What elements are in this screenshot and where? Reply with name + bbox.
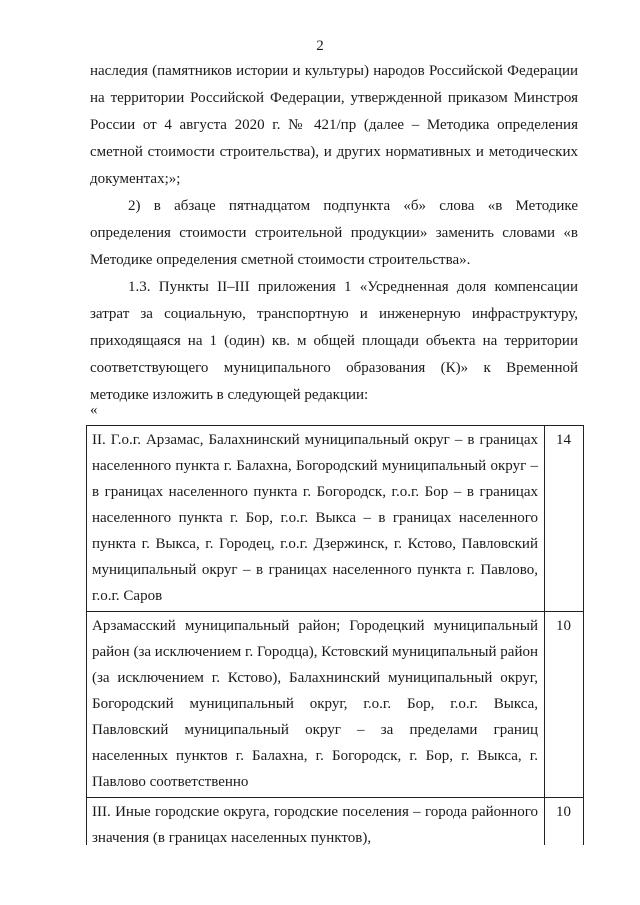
table-cell-value: 10 — [545, 798, 584, 846]
table-row — [87, 798, 583, 846]
paragraph-continuation: наследия (памятников истории и культуры) народов Российской Федерации на территории Российской Федерации, утвержденной приказом Минстроя России от 4 августа 2020 г. № 421/пр (далее – Методика определения сметной стоимости строительства), и других нормативных и методических документах;»; — [90, 63, 578, 187]
page-number: 2 — [316, 38, 324, 54]
body-text — [90, 58, 578, 409]
table-cell-value: 14 — [545, 426, 584, 612]
table-cell-value: 10 — [545, 612, 584, 798]
table-cell-description: III. Иные городские округа, городские поселения – города районного значения (в границах населенных пунктов), — [87, 798, 545, 846]
paragraph-amendment-2: 2) в абзаце пятнадцатом подпункта «б» слова «в Методике определения стоимости строительной продукции» заменить словами «в Методике определения сметной стоимости строительства». — [90, 198, 578, 268]
table-cell-description: Арзамасский муниципальный район; Городецкий муниципальный район (за исключением г. Городца), Кстовский муниципальный район (за исключением г. Кстово), Балахнинский муниципальный округ, Богородский муниципальный округ, г.о.г. Бор, г.о.г. Выкса, Павловский муниципальный округ – за пределами границ населенных пунктов г. Балахна, г. Богородск, г. Бор, г. Выкса, г. Павлово соответственно — [87, 612, 545, 798]
coefficient-table — [86, 425, 584, 845]
open-quote-mark: « — [90, 402, 98, 418]
paragraph-section-1-3: 1.3. Пункты II–III приложения 1 «Усредненная доля компенсации затрат за социальную, транспортную и инженерную инфраструктуру, приходящаяся на 1 (один) кв. м общей площади объекта на территории соответствующего муниципального образования (К)» к Временной методике изложить в следующей редакции: — [90, 279, 578, 403]
table-cell-description: II. Г.о.г. Арзамас, Балахнинский муниципальный округ – в границах населенного пункта г. Балахна, Богородский муниципальный округ – в границах населенного пункта г. Богородск, г.о.г. Бор – в границах населенного пункта г. Бор, г.о.г. Выкса – в границах населенного пункта г. Выкса, г. Городец, г.о.г. Дзержинск, г. Кстово, Павловский муниципальный округ – в границах населенного пункта г. Павлово, г.о.г. Саров — [87, 426, 545, 612]
table-row — [87, 612, 583, 798]
table-row — [87, 426, 583, 612]
